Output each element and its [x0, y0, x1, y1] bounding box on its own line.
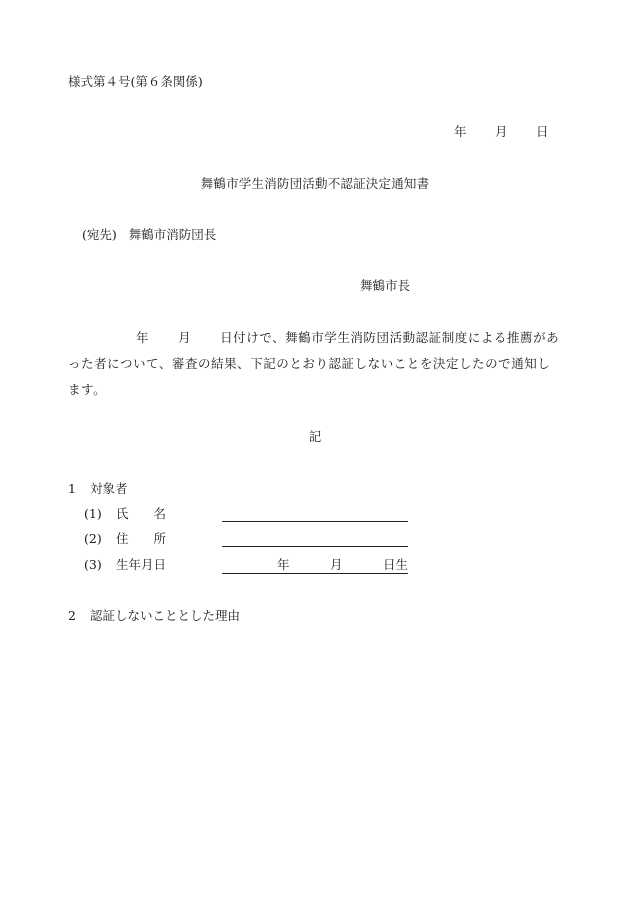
- item-birthdate-label: 生年月日: [116, 557, 167, 572]
- section-2-number: 2: [68, 608, 76, 623]
- ki-heading: 記: [308, 429, 322, 444]
- sender: 舞鶴市長: [360, 278, 411, 293]
- body-year: 年: [136, 330, 150, 345]
- dob-day-label: 日生: [383, 557, 409, 572]
- body-month: 月: [178, 330, 192, 345]
- item-birthdate-number: (3): [84, 557, 102, 572]
- date-day-label: 日: [536, 124, 549, 139]
- date-month-label: 月: [495, 124, 508, 139]
- item-birthdate: [84, 559, 166, 572]
- item-name-label: 氏 名: [116, 506, 167, 521]
- item-address: [84, 533, 166, 546]
- address-underline: [222, 546, 408, 547]
- dob-year-label: 年: [277, 557, 290, 572]
- form-number: 様式第４号(第６条関係): [68, 74, 203, 89]
- body-line-3: ます。: [68, 382, 107, 397]
- item-address-number: (2): [84, 531, 102, 546]
- body-line-1-text: 日付けで、舞鶴市学生消防団活動認証制度による推薦があ: [220, 330, 560, 345]
- addressee: [82, 229, 216, 242]
- body-line-1: [68, 325, 563, 351]
- addressee-prefix: (宛先): [82, 227, 117, 242]
- dob-month-label: 月: [330, 557, 343, 572]
- section-2-label: 認証しないこととした理由: [89, 608, 240, 623]
- date-year-label: 年: [454, 124, 467, 139]
- item-address-label: 住 所: [116, 531, 167, 546]
- body-line-2: った者について、審査の結果、下記のとおり認証しないことを決定したので通知し: [68, 356, 551, 371]
- item-name-number: (1): [84, 506, 102, 521]
- body-paragraph: [68, 325, 563, 403]
- section-1-label: 対象者: [89, 481, 128, 496]
- section-2-heading: [68, 610, 240, 623]
- addressee-name: 舞鶴市消防団長: [128, 227, 217, 242]
- name-underline: [222, 521, 408, 522]
- section-1-number: 1: [68, 481, 76, 496]
- item-name: [84, 508, 166, 521]
- birthdate-underline: [222, 573, 408, 574]
- document-title: 舞鶴市学生消防団活動不認証決定通知書: [200, 176, 430, 191]
- section-1-heading: [68, 483, 127, 496]
